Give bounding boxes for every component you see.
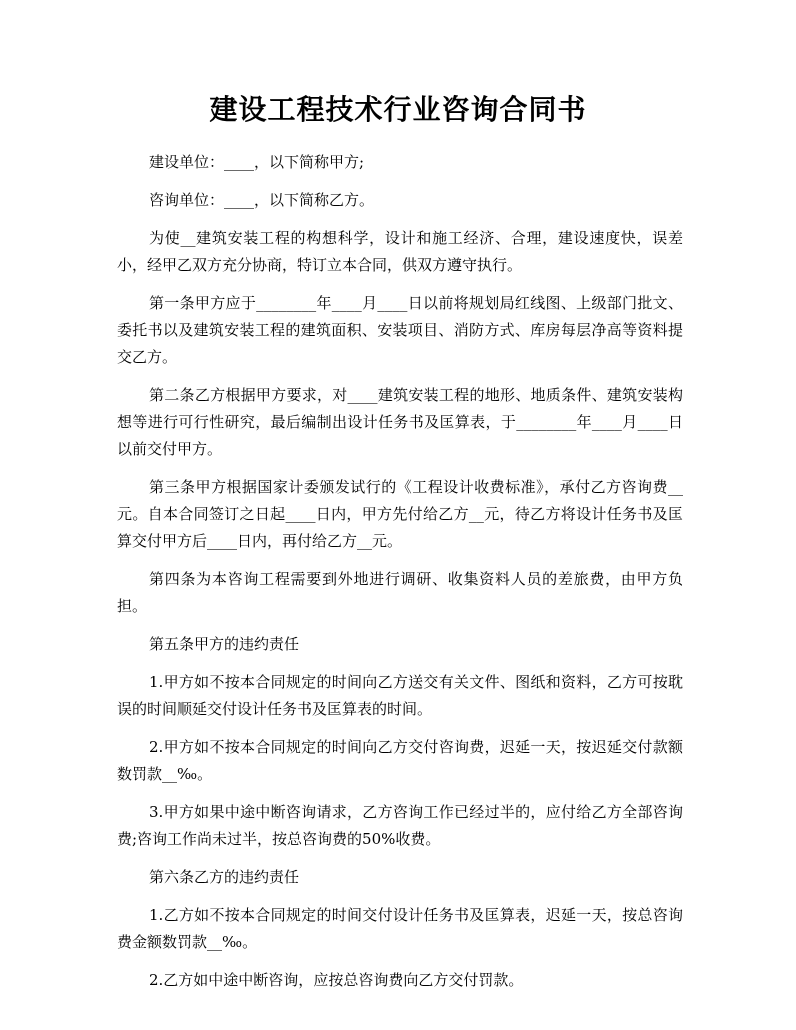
- document-title: 建设工程技术行业咨询合同书: [209, 93, 587, 126]
- paragraph-article-6-item-1: 1.乙方如不按本合同规定的时间交付设计任务书及匡算表，迟延一天，按总咨询费金额数罚款__‰。: [117, 906, 683, 951]
- paragraph-preamble: 为使__建筑安装工程的构想科学，设计和施工经济、合理，建设速度快，误差小，经甲乙双方充分协商，特订立本合同，供双方遵守执行。: [117, 229, 683, 274]
- paragraph-article-6-item-2: 2.乙方如中途中断咨询，应按总咨询费向乙方交付罚款。: [149, 971, 524, 989]
- paragraph-article-4: 第四条为本咨询工程需要到外地进行调研、收集资料人员的差旅费，由甲方负担。: [117, 570, 683, 615]
- document-body: [117, 149, 683, 1005]
- paragraph-article-2: 第二条乙方根据甲方要求，对____建筑安装工程的地形、地质条件、建筑安装构想等进行可行性研究，最后编制出设计任务书及匡算表，于________年____月____日以前交付甲方。: [117, 386, 683, 458]
- paragraph-article-5-item-2: 2.甲方如不按本合同规定的时间向乙方交付咨询费，迟延一天，按迟延交付款额数罚款__‰。: [117, 738, 683, 783]
- paragraph-article-5-item-1: 1.甲方如不按本合同规定的时间向乙方送交有关文件、图纸和资料，乙方可按耽误的时间顺延交付设计任务书及匡算表的时间。: [117, 673, 683, 718]
- paragraph-article-3: 第三条甲方根据国家计委颁发试行的《工程设计收费标准》，承付乙方咨询费__元。自本合同签订之日起____日内，甲方先付给乙方__元，待乙方将设计任务书及匡算交付甲方后____日内，再付给乙方__元。: [117, 478, 683, 550]
- paragraph-article-1: 第一条甲方应于________年____月____日以前将规划局红线图、上级部门批文、委托书以及建筑安装工程的建筑面积、安装项目、消防方式、库房每层净高等资料提交乙方。: [117, 294, 683, 366]
- paragraph-article-6-heading: 第六条乙方的违约责任: [149, 868, 300, 886]
- paragraph-article-5-heading: 第五条甲方的违约责任: [149, 635, 300, 653]
- paragraph-consultant-party: 咨询单位：____，以下简称乙方。: [149, 191, 375, 209]
- paragraph-client-party: 建设单位：____，以下简称甲方;: [149, 153, 365, 171]
- paragraph-article-5-item-3: 3.甲方如果中途中断咨询请求，乙方咨询工作已经过半的，应付给乙方全部咨询费;咨询工作尚未过半，按总咨询费的50%收费。: [117, 803, 683, 848]
